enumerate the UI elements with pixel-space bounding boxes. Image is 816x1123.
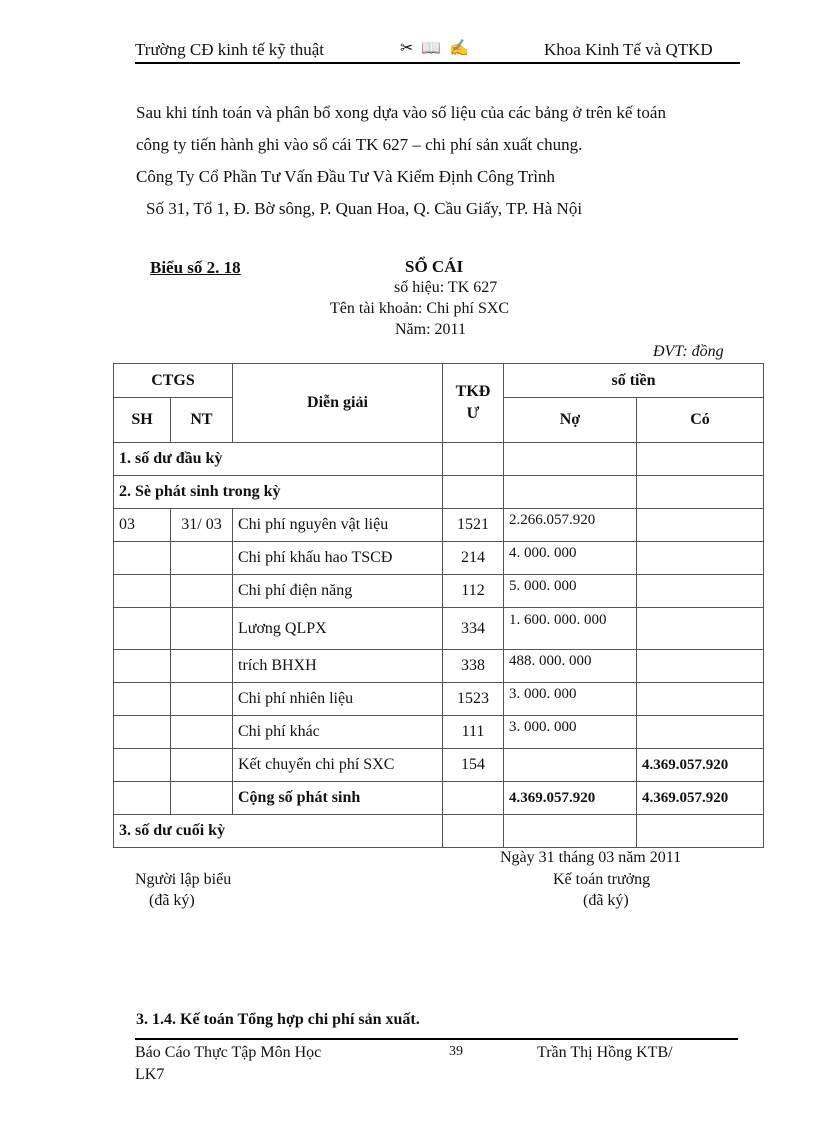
row-account: 1523 bbox=[443, 683, 504, 716]
header-nt: NT bbox=[171, 398, 233, 443]
row-sh bbox=[114, 749, 171, 782]
row-account: 154 bbox=[443, 749, 504, 782]
row-credit bbox=[637, 575, 764, 608]
header-amount: số tiền bbox=[504, 364, 764, 398]
page-number: 39 bbox=[449, 1044, 463, 1059]
row-nt: 31/ 03 bbox=[171, 509, 233, 542]
row-sh bbox=[114, 608, 171, 650]
preparer-signed: (đã ký) bbox=[149, 892, 195, 909]
row-debit: 3. 000. 000 bbox=[504, 716, 637, 749]
currency-unit: ĐVT: đồng bbox=[653, 343, 724, 360]
row-sh bbox=[114, 683, 171, 716]
row-description: Chi phí khác bbox=[233, 716, 443, 749]
table-cell bbox=[637, 443, 764, 476]
row-description: trích BHXH bbox=[233, 650, 443, 683]
table-row bbox=[114, 608, 764, 650]
header-school: Trường CĐ kinh tế kỹ thuật bbox=[135, 40, 325, 59]
header-faculty: Khoa Kinh Tế và QTKD bbox=[544, 40, 713, 59]
total-label: Cộng số phát sinh bbox=[233, 782, 443, 815]
closing-balance-label: 3. số dư cuối kỳ bbox=[114, 815, 443, 848]
row-credit bbox=[637, 683, 764, 716]
header-rule bbox=[135, 62, 740, 64]
row-nt bbox=[171, 716, 233, 749]
row-credit bbox=[637, 509, 764, 542]
row-credit bbox=[637, 650, 764, 683]
signature-date: Ngày 31 tháng 03 năm 2011 bbox=[500, 849, 682, 866]
intro-line-1: Sau khi tính toán và phân bổ xong dựa vào số liệu của các bảng ở trên kế toán bbox=[136, 103, 666, 122]
row-description: Lương QLPX bbox=[233, 608, 443, 650]
row-debit: 4. 000. 000 bbox=[504, 542, 637, 575]
table-cell bbox=[443, 476, 504, 509]
header-description: Diễn giải bbox=[233, 364, 443, 443]
row-description: Chi phí khấu hao TSCĐ bbox=[233, 542, 443, 575]
row-nt bbox=[171, 575, 233, 608]
table-cell bbox=[114, 782, 171, 815]
table-cell bbox=[637, 476, 764, 509]
ledger-year: Năm: 2011 bbox=[395, 321, 466, 338]
row-credit: 4.369.057.920 bbox=[637, 749, 764, 782]
row-debit: 3. 000. 000 bbox=[504, 683, 637, 716]
row-account: 338 bbox=[443, 650, 504, 683]
table-row bbox=[114, 509, 764, 542]
footer-report-code: LK7 bbox=[135, 1066, 165, 1083]
table-row bbox=[114, 542, 764, 575]
table-row bbox=[114, 683, 764, 716]
company-address: Số 31, Tổ 1, Đ. Bờ sông, P. Quan Hoa, Q. Cầu Giấy, TP. Hà Nội bbox=[146, 199, 583, 218]
footer-report-title: Báo Cáo Thực Tập Môn Học bbox=[135, 1044, 322, 1061]
table-cell bbox=[443, 443, 504, 476]
row-nt bbox=[171, 749, 233, 782]
row-credit bbox=[637, 716, 764, 749]
account-name: Tên tài khoản: Chi phí SXC bbox=[330, 300, 510, 317]
row-nt bbox=[171, 608, 233, 650]
row-nt bbox=[171, 683, 233, 716]
row-credit bbox=[637, 542, 764, 575]
row-debit bbox=[504, 749, 637, 782]
row-account: 1521 bbox=[443, 509, 504, 542]
row-sh bbox=[114, 650, 171, 683]
footer-author: Trần Thị Hồng KTB/ bbox=[537, 1044, 673, 1061]
table-row bbox=[114, 575, 764, 608]
row-sh: 03 bbox=[114, 509, 171, 542]
section-heading: 3. 1.4. Kế toán Tổng hợp chi phí sản xuất. bbox=[136, 1011, 420, 1028]
table-row bbox=[114, 716, 764, 749]
row-description: Chi phí nhiên liệu bbox=[233, 683, 443, 716]
row-credit bbox=[637, 608, 764, 650]
row-account: 334 bbox=[443, 608, 504, 650]
account-number: số hiệu: TK 627 bbox=[394, 279, 498, 296]
total-debit: 4.369.057.920 bbox=[504, 782, 637, 815]
table-cell bbox=[171, 782, 233, 815]
chief-accountant-signed: (đã ký) bbox=[583, 892, 629, 909]
ledger-title: SỔ CÁI bbox=[405, 257, 464, 276]
intro-line-2: công ty tiến hành ghi vào sổ cái TK 627 – chi phí sản xuất chung. bbox=[136, 135, 583, 154]
row-debit: 5. 000. 000 bbox=[504, 575, 637, 608]
preparer-title: Người lập biểu bbox=[135, 871, 232, 888]
row-debit: 488. 000. 000 bbox=[504, 650, 637, 683]
row-description: Chi phí nguyên vật liệu bbox=[233, 509, 443, 542]
footer-rule bbox=[135, 1038, 738, 1040]
row-description: Chi phí điện năng bbox=[233, 575, 443, 608]
table-cell bbox=[504, 815, 637, 848]
movement-label: 2. Sè phát sinh trong kỳ bbox=[114, 476, 443, 509]
row-nt bbox=[171, 542, 233, 575]
chief-accountant-title: Kế toán trưởng bbox=[553, 871, 651, 888]
opening-balance-label: 1. số dư đầu kỳ bbox=[114, 443, 443, 476]
row-nt bbox=[171, 650, 233, 683]
header-sh: SH bbox=[114, 398, 171, 443]
row-account: 112 bbox=[443, 575, 504, 608]
header-ctgs: CTGS bbox=[114, 364, 233, 398]
row-account: 214 bbox=[443, 542, 504, 575]
header-ornament-icon: ✂ 📖 ✍ bbox=[400, 40, 472, 57]
row-description: Kết chuyển chi phí SXC bbox=[233, 749, 443, 782]
table-row bbox=[114, 749, 764, 782]
row-account: 111 bbox=[443, 716, 504, 749]
table-cell bbox=[443, 815, 504, 848]
table-cell bbox=[637, 815, 764, 848]
total-credit: 4.369.057.920 bbox=[637, 782, 764, 815]
header-debit: Nợ bbox=[504, 398, 637, 443]
ledger-table bbox=[113, 363, 764, 848]
table-cell bbox=[504, 443, 637, 476]
row-sh bbox=[114, 542, 171, 575]
form-number: Biểu số 2. 18 bbox=[150, 258, 241, 277]
row-sh bbox=[114, 716, 171, 749]
header-tkdu: TKĐ Ư bbox=[443, 364, 504, 443]
row-debit: 1. 600. 000. 000 bbox=[504, 608, 637, 650]
row-debit: 2.266.057.920 bbox=[504, 509, 637, 542]
table-cell bbox=[504, 476, 637, 509]
table-row bbox=[114, 650, 764, 683]
total-row bbox=[114, 782, 764, 815]
header-credit: Có bbox=[637, 398, 764, 443]
table-cell bbox=[443, 782, 504, 815]
company-name: Công Ty Cổ Phần Tư Vấn Đầu Tư Và Kiểm Định Công Trình bbox=[136, 167, 555, 186]
row-sh bbox=[114, 575, 171, 608]
